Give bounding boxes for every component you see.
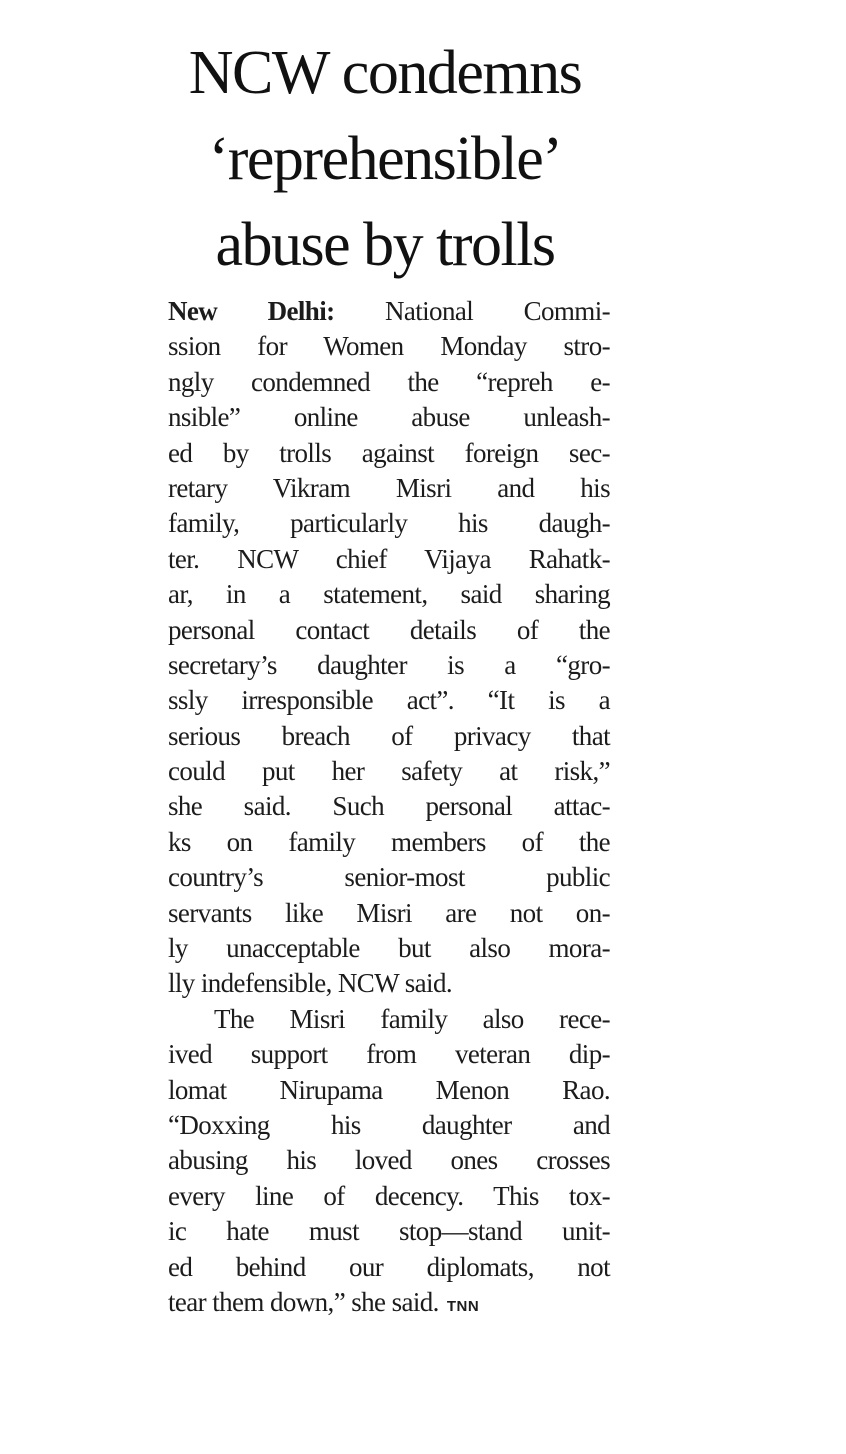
article-line: every line of decency. This tox- [168,1180,610,1211]
article-line: ed behind our diplomats, not [168,1251,610,1282]
article-line: serious breach of privacy that [168,720,610,751]
article-line: abusing his loved ones crosses [168,1145,610,1176]
article-line: ived support from veteran dip- [168,1039,610,1070]
article-line: lly indefensible, NCW said. [168,968,453,999]
article-line: tear them down,” she said. TNN [168,1286,480,1317]
article-line: ssion for Women Monday stro- [168,331,610,362]
article-line: ly unacceptable but also mora- [168,933,610,964]
article-line: secretary’s daughter is a “gro- [168,649,610,680]
headline-line-3: abuse by trolls [215,211,555,279]
news-clipping [160,30,610,1320]
article-line: ic hate must stop—stand unit- [168,1216,610,1247]
headline [160,30,610,288]
article-line: ed by trolls against foreign sec- [168,437,610,468]
article-line: retary Vikram Misri and his [168,472,610,503]
article-line: lomat Nirupama Menon Rao. [168,1074,610,1105]
article-line: “Doxxing his daughter and [168,1109,610,1140]
article-line: she said. Such personal attac- [168,791,610,822]
article-line: ssly irresponsible act”. “It is a [168,685,610,716]
article-line: servants like Misri are not on- [168,897,610,928]
article-body [160,294,610,1320]
article-line: ks on family members of the [168,826,610,857]
article-line: The Misri family also rece- [214,1003,610,1034]
article-line: family, particularly his daugh- [168,508,610,539]
article-line: ter. NCW chief Vijaya Rahatk- [168,543,610,574]
article-line: personal contact details of the [168,614,610,645]
article-line: nsible” online abuse unleash- [168,402,610,433]
article-line: could put her safety at risk,” [168,756,610,787]
headline-line-2: ‘reprehensible’ [208,125,562,193]
article-line: New Delhi: National Commi- [168,296,610,326]
dateline: New Delhi: [168,296,335,326]
article-line: country’s senior-most public [168,862,610,893]
headline-line-1: NCW condemns [188,39,582,107]
agency-credit: TNN [446,1297,480,1315]
article-line: ar, in a statement, said sharing [168,579,610,610]
article-line: ngly condemned the “repreh e- [168,366,610,397]
